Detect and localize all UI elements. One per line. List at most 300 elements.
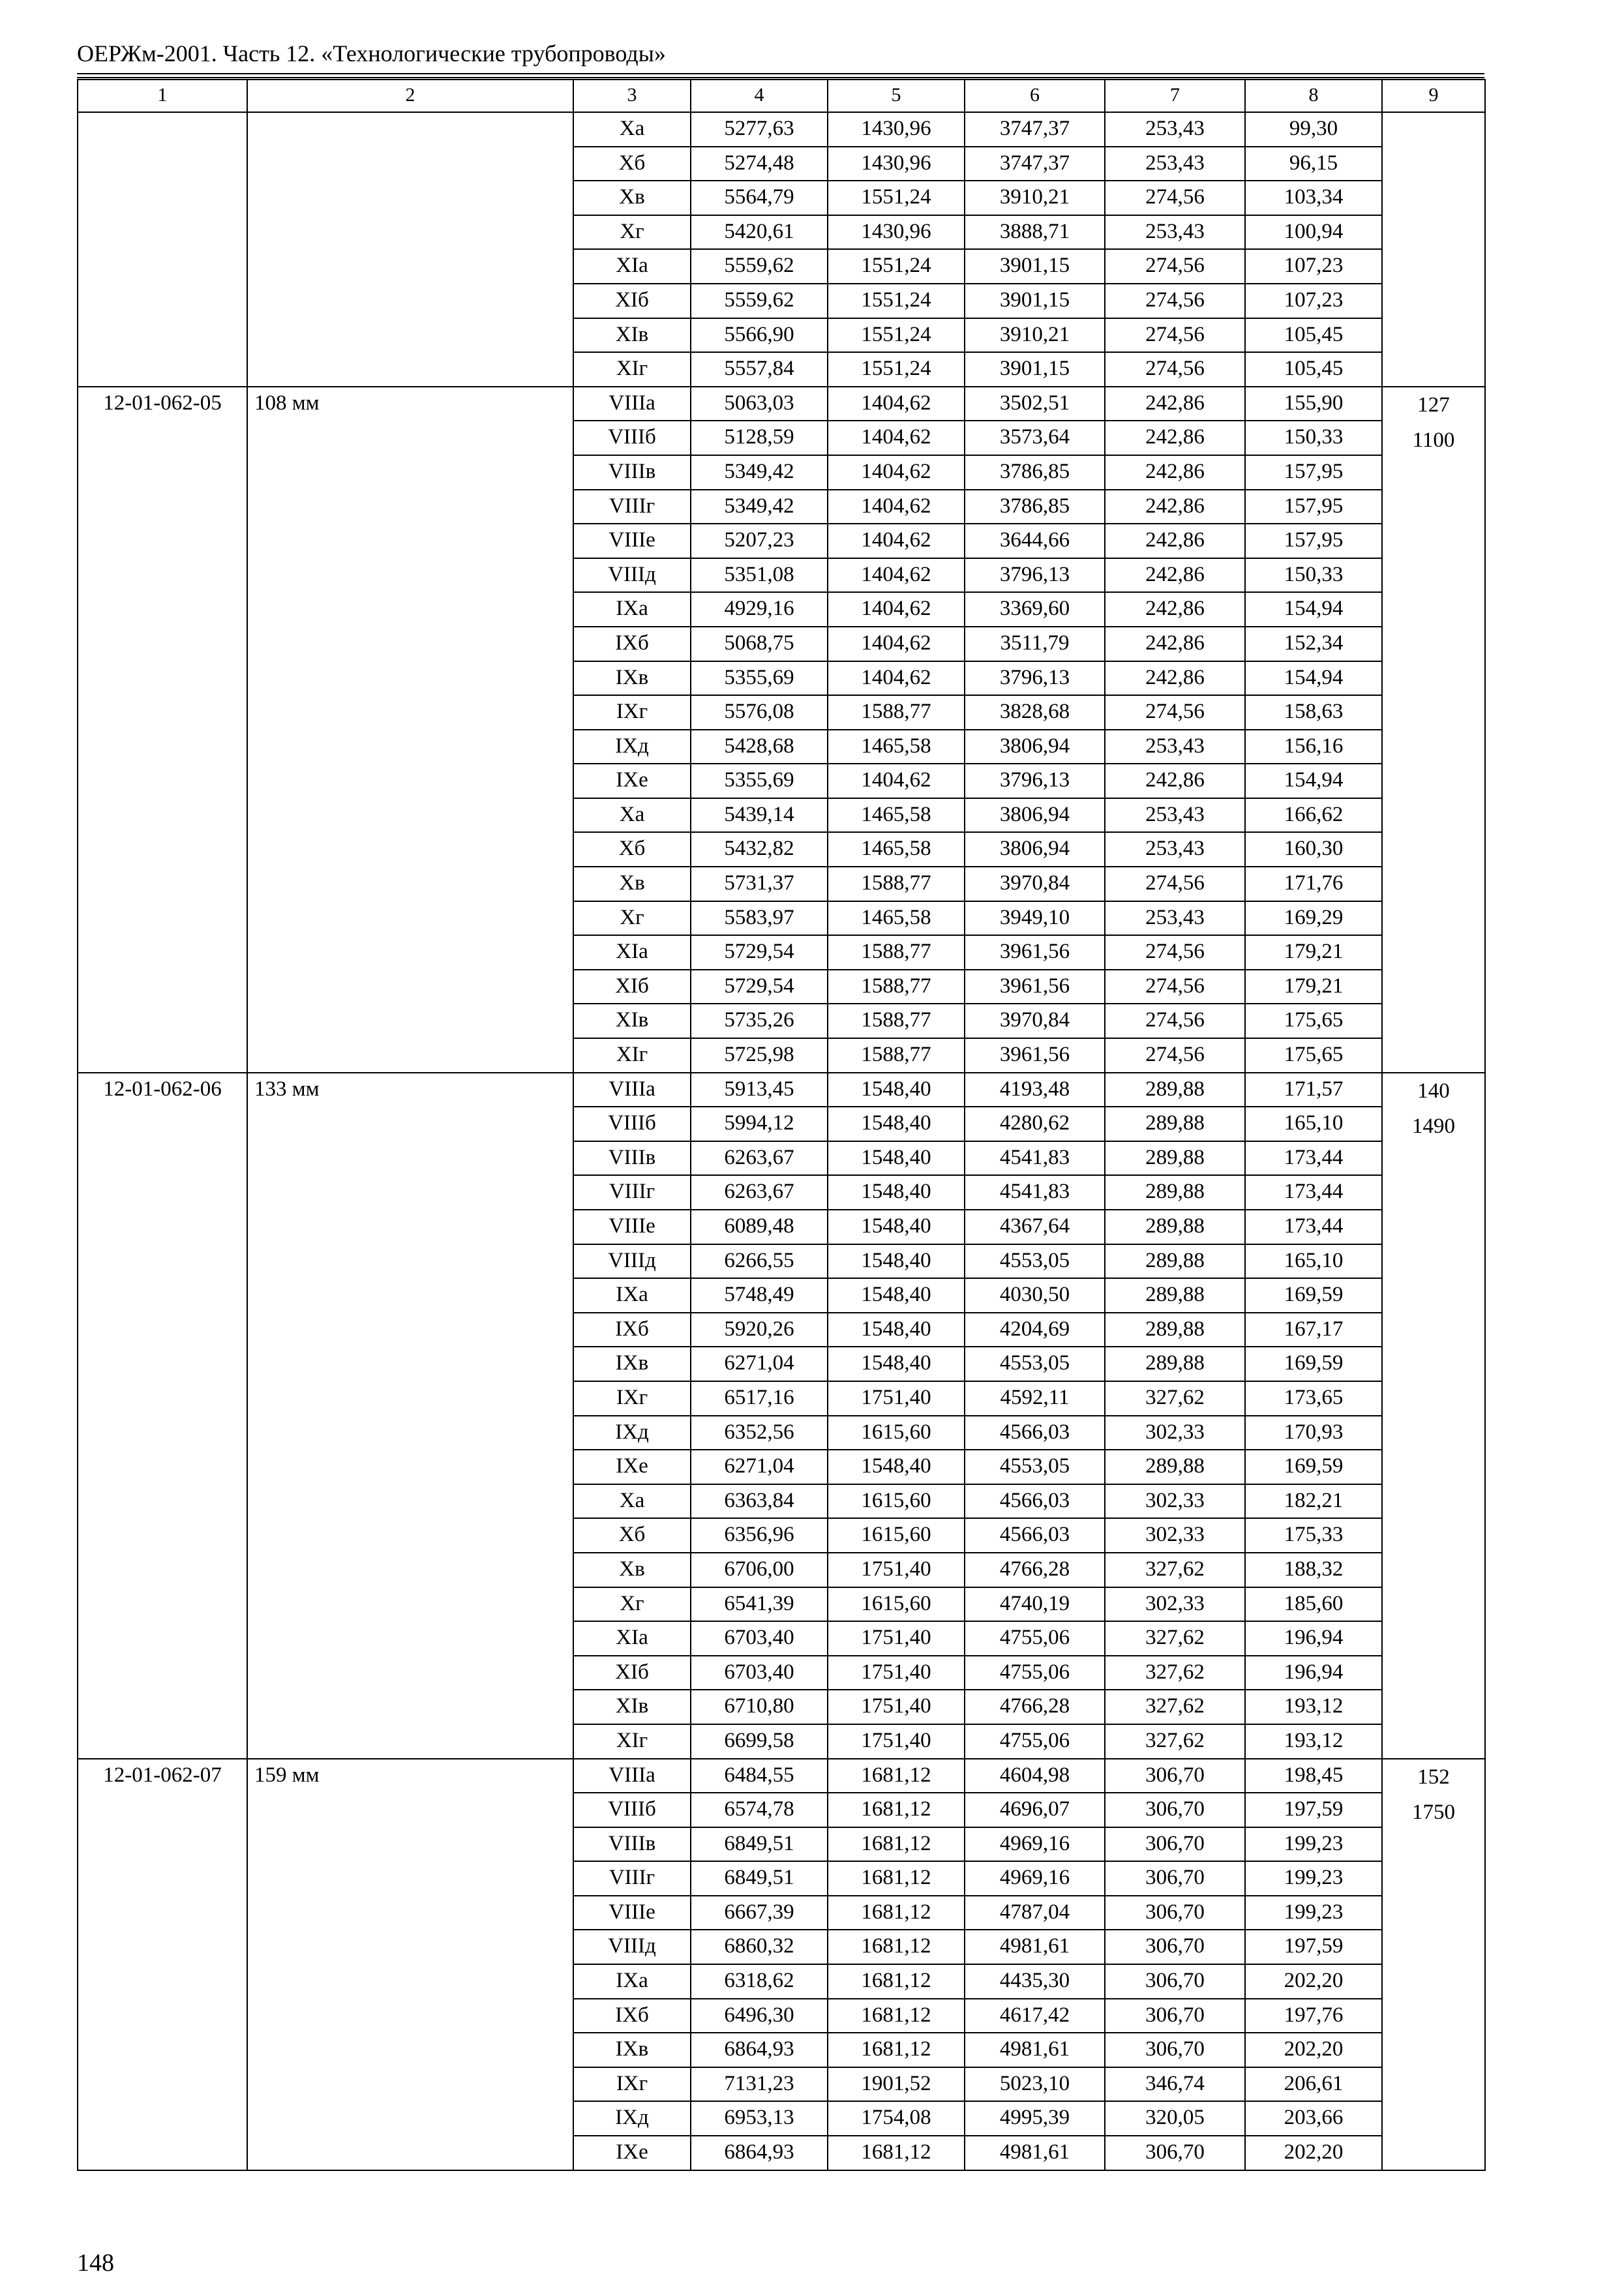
column-header: 6: [965, 80, 1105, 112]
value-cell: 6849,51: [691, 1827, 828, 1862]
value-cell: 171,76: [1245, 867, 1382, 901]
value-cell: 154,94: [1245, 592, 1382, 627]
category-cell: VIIIб: [573, 1107, 691, 1141]
value-cell: 5428,68: [691, 730, 828, 764]
category-cell: VIIIд: [573, 1930, 691, 1964]
value-cell: 155,90: [1245, 387, 1382, 421]
value-cell: 3961,56: [965, 935, 1105, 970]
value-cell: 198,45: [1245, 1759, 1382, 1793]
value-cell: 202,20: [1245, 2136, 1382, 2170]
value-cell: 154,94: [1245, 661, 1382, 696]
value-cell: 1404,62: [828, 592, 965, 627]
value-cell: 169,59: [1245, 1278, 1382, 1313]
value-cell: 1548,40: [828, 1278, 965, 1313]
value-cell: 105,45: [1245, 352, 1382, 387]
column-9-value: 1100: [1412, 428, 1455, 452]
value-cell: 1588,77: [828, 1038, 965, 1073]
category-cell: Xa: [573, 1484, 691, 1519]
value-cell: 5731,37: [691, 867, 828, 901]
value-cell: 154,94: [1245, 764, 1382, 798]
value-cell: 5068,75: [691, 627, 828, 661]
value-cell: 4740,19: [965, 1587, 1105, 1622]
category-cell: Xa: [573, 112, 691, 147]
value-cell: 1615,60: [828, 1518, 965, 1553]
value-cell: 1548,40: [828, 1450, 965, 1484]
table-body: [78, 112, 1485, 2170]
value-cell: 1751,40: [828, 1656, 965, 1690]
value-cell: 3901,15: [965, 352, 1105, 387]
value-cell: 6849,51: [691, 1861, 828, 1896]
value-cell: 274,56: [1105, 1004, 1245, 1038]
value-cell: 6271,04: [691, 1347, 828, 1381]
value-cell: 1751,40: [828, 1690, 965, 1724]
value-cell: 5729,54: [691, 970, 828, 1004]
value-cell: 1588,77: [828, 867, 965, 901]
value-cell: 4766,28: [965, 1690, 1105, 1724]
value-cell: 274,56: [1105, 935, 1245, 970]
value-cell: 5583,97: [691, 901, 828, 936]
value-cell: 242,86: [1105, 558, 1245, 593]
value-cell: 160,30: [1245, 832, 1382, 867]
value-cell: 5564,79: [691, 181, 828, 215]
value-cell: 1681,12: [828, 1896, 965, 1930]
value-cell: 4553,05: [965, 1450, 1105, 1484]
value-cell: 4553,05: [965, 1347, 1105, 1381]
value-cell: 1465,58: [828, 832, 965, 867]
value-cell: 6363,84: [691, 1484, 828, 1519]
table-row: [78, 1759, 1485, 1793]
value-cell: 289,88: [1105, 1073, 1245, 1107]
value-cell: 158,63: [1245, 695, 1382, 730]
value-cell: 306,70: [1105, 1930, 1245, 1964]
category-cell: IXб: [573, 627, 691, 661]
value-cell: 1751,40: [828, 1724, 965, 1759]
category-cell: IXa: [573, 592, 691, 627]
value-cell: 107,23: [1245, 284, 1382, 318]
category-cell: XIб: [573, 970, 691, 1004]
category-cell: XIг: [573, 1724, 691, 1759]
value-cell: 5420,61: [691, 215, 828, 250]
category-cell: IXв: [573, 1347, 691, 1381]
value-cell: 6667,39: [691, 1896, 828, 1930]
value-cell: 197,59: [1245, 1793, 1382, 1827]
value-cell: 3806,94: [965, 730, 1105, 764]
category-cell: VIIIв: [573, 455, 691, 490]
value-cell: 107,23: [1245, 249, 1382, 284]
value-cell: 5557,84: [691, 352, 828, 387]
value-cell: 242,86: [1105, 490, 1245, 524]
value-cell: 150,33: [1245, 558, 1382, 593]
value-cell: 1901,52: [828, 2067, 965, 2102]
value-cell: 3502,51: [965, 387, 1105, 421]
value-cell: 3910,21: [965, 318, 1105, 353]
value-cell: 274,56: [1105, 352, 1245, 387]
category-cell: IXa: [573, 1964, 691, 1999]
value-cell: 274,56: [1105, 318, 1245, 353]
value-cell: 242,86: [1105, 524, 1245, 558]
value-cell: 3796,13: [965, 661, 1105, 696]
value-cell: 253,43: [1105, 832, 1245, 867]
value-cell: 173,44: [1245, 1141, 1382, 1176]
value-cell: 242,86: [1105, 421, 1245, 455]
category-cell: IXе: [573, 1450, 691, 1484]
value-cell: 5566,90: [691, 318, 828, 353]
value-cell: 4592,11: [965, 1381, 1105, 1416]
value-cell: 1551,24: [828, 181, 965, 215]
value-cell: 6271,04: [691, 1450, 828, 1484]
table-row: [78, 1073, 1485, 1107]
value-cell: 5355,69: [691, 764, 828, 798]
value-cell: 169,59: [1245, 1347, 1382, 1381]
value-cell: 1754,08: [828, 2101, 965, 2136]
value-cell: 6860,32: [691, 1930, 828, 1964]
value-cell: 327,62: [1105, 1690, 1245, 1724]
value-cell: 1404,62: [828, 558, 965, 593]
value-cell: 289,88: [1105, 1313, 1245, 1347]
value-cell: 4566,03: [965, 1518, 1105, 1553]
category-cell: XIг: [573, 1038, 691, 1073]
value-cell: 346,74: [1105, 2067, 1245, 2102]
value-cell: 327,62: [1105, 1656, 1245, 1690]
category-cell: Xб: [573, 1518, 691, 1553]
column-9-value: 140: [1417, 1079, 1450, 1103]
value-cell: 96,15: [1245, 147, 1382, 181]
value-cell: 103,34: [1245, 181, 1382, 215]
value-cell: 4755,06: [965, 1724, 1105, 1759]
value-cell: 6318,62: [691, 1964, 828, 1999]
category-cell: VIIIб: [573, 421, 691, 455]
column-header: 4: [691, 80, 828, 112]
value-cell: 170,93: [1245, 1416, 1382, 1450]
value-cell: 1751,40: [828, 1381, 965, 1416]
category-cell: VIIIa: [573, 1073, 691, 1107]
value-cell: 1404,62: [828, 661, 965, 696]
value-cell: 5748,49: [691, 1278, 828, 1313]
category-cell: Xв: [573, 867, 691, 901]
value-cell: 3747,37: [965, 112, 1105, 147]
value-cell: 4981,61: [965, 2136, 1105, 2170]
column-9-cell: [1382, 1073, 1485, 1759]
value-cell: 3910,21: [965, 181, 1105, 215]
value-cell: 5349,42: [691, 490, 828, 524]
value-cell: 185,60: [1245, 1587, 1382, 1622]
value-cell: 3644,66: [965, 524, 1105, 558]
value-cell: 5128,59: [691, 421, 828, 455]
category-cell: XIa: [573, 935, 691, 970]
value-cell: 1465,58: [828, 730, 965, 764]
value-cell: 306,70: [1105, 1759, 1245, 1793]
pipe-diameter-cell: 133 мм: [247, 1073, 573, 1759]
value-cell: 1681,12: [828, 1930, 965, 1964]
value-cell: 1551,24: [828, 318, 965, 353]
value-cell: 5725,98: [691, 1038, 828, 1073]
value-cell: 242,86: [1105, 455, 1245, 490]
category-cell: XIв: [573, 1004, 691, 1038]
pipe-diameter-cell: 108 мм: [247, 387, 573, 1073]
category-cell: VIIIa: [573, 1759, 691, 1793]
value-cell: 1548,40: [828, 1107, 965, 1141]
value-cell: 302,33: [1105, 1416, 1245, 1450]
value-cell: 5351,08: [691, 558, 828, 593]
value-cell: 1681,12: [828, 1827, 965, 1862]
pipe-diameter-cell: 159 мм: [247, 1759, 573, 2170]
value-cell: 6089,48: [691, 1210, 828, 1244]
rate-code-cell: 12-01-062-05: [78, 387, 247, 1073]
value-cell: 202,20: [1245, 2033, 1382, 2067]
category-cell: IXб: [573, 1313, 691, 1347]
value-cell: 1551,24: [828, 249, 965, 284]
value-cell: 302,33: [1105, 1587, 1245, 1622]
value-cell: 1751,40: [828, 1621, 965, 1656]
value-cell: 6703,40: [691, 1621, 828, 1656]
value-cell: 197,76: [1245, 1999, 1382, 2033]
value-cell: 6263,67: [691, 1141, 828, 1176]
value-cell: 1404,62: [828, 387, 965, 421]
value-cell: 6864,93: [691, 2136, 828, 2170]
value-cell: 1548,40: [828, 1175, 965, 1210]
value-cell: 193,12: [1245, 1724, 1382, 1759]
value-cell: 175,65: [1245, 1038, 1382, 1073]
category-cell: IXг: [573, 695, 691, 730]
value-cell: 1404,62: [828, 764, 965, 798]
value-cell: 171,57: [1245, 1073, 1382, 1107]
value-cell: 4566,03: [965, 1416, 1105, 1450]
value-cell: 1588,77: [828, 1004, 965, 1038]
value-cell: 5349,42: [691, 455, 828, 490]
value-cell: 1751,40: [828, 1553, 965, 1587]
value-cell: 4566,03: [965, 1484, 1105, 1519]
value-cell: 6706,00: [691, 1553, 828, 1587]
category-cell: IXд: [573, 2101, 691, 2136]
value-cell: 253,43: [1105, 112, 1245, 147]
value-cell: 1681,12: [828, 1999, 965, 2033]
value-cell: 1430,96: [828, 215, 965, 250]
value-cell: 1681,12: [828, 1759, 965, 1793]
value-cell: 4981,61: [965, 2033, 1105, 2067]
column-9-value: 1490: [1412, 1114, 1455, 1138]
value-cell: 188,32: [1245, 1553, 1382, 1587]
value-cell: 3970,84: [965, 867, 1105, 901]
value-cell: 1548,40: [828, 1073, 965, 1107]
value-cell: 157,95: [1245, 490, 1382, 524]
value-cell: 5207,23: [691, 524, 828, 558]
value-cell: 99,30: [1245, 112, 1382, 147]
column-9-value: 127: [1417, 393, 1450, 417]
category-cell: XIб: [573, 1656, 691, 1690]
value-cell: 4030,50: [965, 1278, 1105, 1313]
category-cell: IXв: [573, 661, 691, 696]
category-cell: Xв: [573, 1553, 691, 1587]
value-cell: 1430,96: [828, 147, 965, 181]
value-cell: 289,88: [1105, 1244, 1245, 1279]
value-cell: 3796,13: [965, 764, 1105, 798]
category-cell: IXд: [573, 1416, 691, 1450]
category-cell: IXa: [573, 1278, 691, 1313]
value-cell: 1681,12: [828, 1793, 965, 1827]
value-cell: 157,95: [1245, 455, 1382, 490]
page-number: 148: [77, 2249, 114, 2277]
category-cell: VIIIв: [573, 1827, 691, 1862]
value-cell: 199,23: [1245, 1827, 1382, 1862]
value-cell: 165,10: [1245, 1107, 1382, 1141]
value-cell: 4995,39: [965, 2101, 1105, 2136]
value-cell: 3806,94: [965, 798, 1105, 833]
category-cell: VIIIб: [573, 1793, 691, 1827]
category-cell: XIв: [573, 1690, 691, 1724]
value-cell: 242,86: [1105, 764, 1245, 798]
value-cell: 3901,15: [965, 284, 1105, 318]
value-cell: 302,33: [1105, 1518, 1245, 1553]
category-cell: Xв: [573, 181, 691, 215]
rate-code-cell: 12-01-062-06: [78, 1073, 247, 1759]
value-cell: 1681,12: [828, 1861, 965, 1896]
value-cell: 4969,16: [965, 1827, 1105, 1862]
price-table: [77, 79, 1486, 2171]
category-cell: VIIIе: [573, 1896, 691, 1930]
value-cell: 5994,12: [691, 1107, 828, 1141]
value-cell: 3511,79: [965, 627, 1105, 661]
table-row: [78, 387, 1485, 421]
column-9-value: 1750: [1412, 1800, 1455, 1824]
value-cell: 4553,05: [965, 1244, 1105, 1279]
value-cell: 253,43: [1105, 147, 1245, 181]
value-cell: 1615,60: [828, 1587, 965, 1622]
value-cell: 274,56: [1105, 695, 1245, 730]
value-cell: 173,44: [1245, 1175, 1382, 1210]
value-cell: 4929,16: [691, 592, 828, 627]
value-cell: 6356,96: [691, 1518, 828, 1553]
value-cell: 274,56: [1105, 249, 1245, 284]
value-cell: 203,66: [1245, 2101, 1382, 2136]
value-cell: 3901,15: [965, 249, 1105, 284]
value-cell: 1615,60: [828, 1484, 965, 1519]
column-header: 1: [78, 80, 247, 112]
value-cell: 167,17: [1245, 1313, 1382, 1347]
category-cell: VIIIд: [573, 558, 691, 593]
value-cell: 6263,67: [691, 1175, 828, 1210]
value-cell: 4755,06: [965, 1621, 1105, 1656]
value-cell: 3369,60: [965, 592, 1105, 627]
value-cell: 5023,10: [965, 2067, 1105, 2102]
value-cell: 289,88: [1105, 1450, 1245, 1484]
value-cell: 3806,94: [965, 832, 1105, 867]
category-cell: Xг: [573, 1587, 691, 1622]
category-cell: XIa: [573, 1621, 691, 1656]
value-cell: 306,70: [1105, 1827, 1245, 1862]
value-cell: 1548,40: [828, 1313, 965, 1347]
value-cell: 289,88: [1105, 1278, 1245, 1313]
column-9-cell: [1382, 112, 1485, 387]
value-cell: 3786,85: [965, 490, 1105, 524]
value-cell: 306,70: [1105, 1964, 1245, 1999]
value-cell: 1681,12: [828, 2033, 965, 2067]
value-cell: 274,56: [1105, 1038, 1245, 1073]
value-cell: 5063,03: [691, 387, 828, 421]
value-cell: 3888,71: [965, 215, 1105, 250]
value-cell: 1548,40: [828, 1210, 965, 1244]
value-cell: 4435,30: [965, 1964, 1105, 1999]
value-cell: 1404,62: [828, 421, 965, 455]
value-cell: 5355,69: [691, 661, 828, 696]
category-cell: XIб: [573, 284, 691, 318]
value-cell: 4280,62: [965, 1107, 1105, 1141]
category-cell: IXд: [573, 730, 691, 764]
column-header: 2: [247, 80, 573, 112]
value-cell: 4969,16: [965, 1861, 1105, 1896]
value-cell: 196,94: [1245, 1656, 1382, 1690]
category-cell: VIIIв: [573, 1141, 691, 1176]
value-cell: 5277,63: [691, 112, 828, 147]
value-cell: 306,70: [1105, 1896, 1245, 1930]
value-cell: 4696,07: [965, 1793, 1105, 1827]
value-cell: 3961,56: [965, 970, 1105, 1004]
value-cell: 152,34: [1245, 627, 1382, 661]
value-cell: 150,33: [1245, 421, 1382, 455]
value-cell: 1615,60: [828, 1416, 965, 1450]
value-cell: 306,70: [1105, 1793, 1245, 1827]
value-cell: 165,10: [1245, 1244, 1382, 1279]
column-header: 7: [1105, 80, 1245, 112]
category-cell: Xб: [573, 832, 691, 867]
category-cell: VIIIa: [573, 387, 691, 421]
category-cell: XIг: [573, 352, 691, 387]
value-cell: 253,43: [1105, 901, 1245, 936]
value-cell: 1588,77: [828, 695, 965, 730]
column-9-value: 152: [1417, 1765, 1450, 1789]
value-cell: 242,86: [1105, 592, 1245, 627]
value-cell: 6266,55: [691, 1244, 828, 1279]
value-cell: 202,20: [1245, 1964, 1382, 1999]
value-cell: 193,12: [1245, 1690, 1382, 1724]
category-cell: Xг: [573, 215, 691, 250]
value-cell: 4787,04: [965, 1896, 1105, 1930]
value-cell: 4193,48: [965, 1073, 1105, 1107]
value-cell: 175,33: [1245, 1518, 1382, 1553]
value-cell: 1551,24: [828, 284, 965, 318]
value-cell: 156,16: [1245, 730, 1382, 764]
value-cell: 4204,69: [965, 1313, 1105, 1347]
value-cell: 327,62: [1105, 1724, 1245, 1759]
value-cell: 199,23: [1245, 1896, 1382, 1930]
column-header: 9: [1382, 80, 1485, 112]
value-cell: 253,43: [1105, 215, 1245, 250]
value-cell: 3970,84: [965, 1004, 1105, 1038]
value-cell: 327,62: [1105, 1553, 1245, 1587]
pipe-diameter-cell: [247, 112, 573, 387]
value-cell: 327,62: [1105, 1621, 1245, 1656]
value-cell: 7131,23: [691, 2067, 828, 2102]
value-cell: 6703,40: [691, 1656, 828, 1690]
category-cell: Xa: [573, 798, 691, 833]
value-cell: 1551,24: [828, 352, 965, 387]
value-cell: 1588,77: [828, 970, 965, 1004]
page-header-title: ОЕРЖм-2001. Часть 12. «Технологические трубопроводы»: [77, 40, 666, 67]
category-cell: VIIIг: [573, 1175, 691, 1210]
value-cell: 166,62: [1245, 798, 1382, 833]
column-9-cell: [1382, 1759, 1485, 2170]
value-cell: 1548,40: [828, 1244, 965, 1279]
value-cell: 173,65: [1245, 1381, 1382, 1416]
value-cell: 179,21: [1245, 970, 1382, 1004]
value-cell: 242,86: [1105, 387, 1245, 421]
value-cell: 242,86: [1105, 661, 1245, 696]
header-rule-top: [77, 73, 1484, 74]
category-cell: VIIIд: [573, 1244, 691, 1279]
value-cell: 289,88: [1105, 1141, 1245, 1176]
value-cell: 306,70: [1105, 1999, 1245, 2033]
value-cell: 5920,26: [691, 1313, 828, 1347]
value-cell: 1548,40: [828, 1141, 965, 1176]
